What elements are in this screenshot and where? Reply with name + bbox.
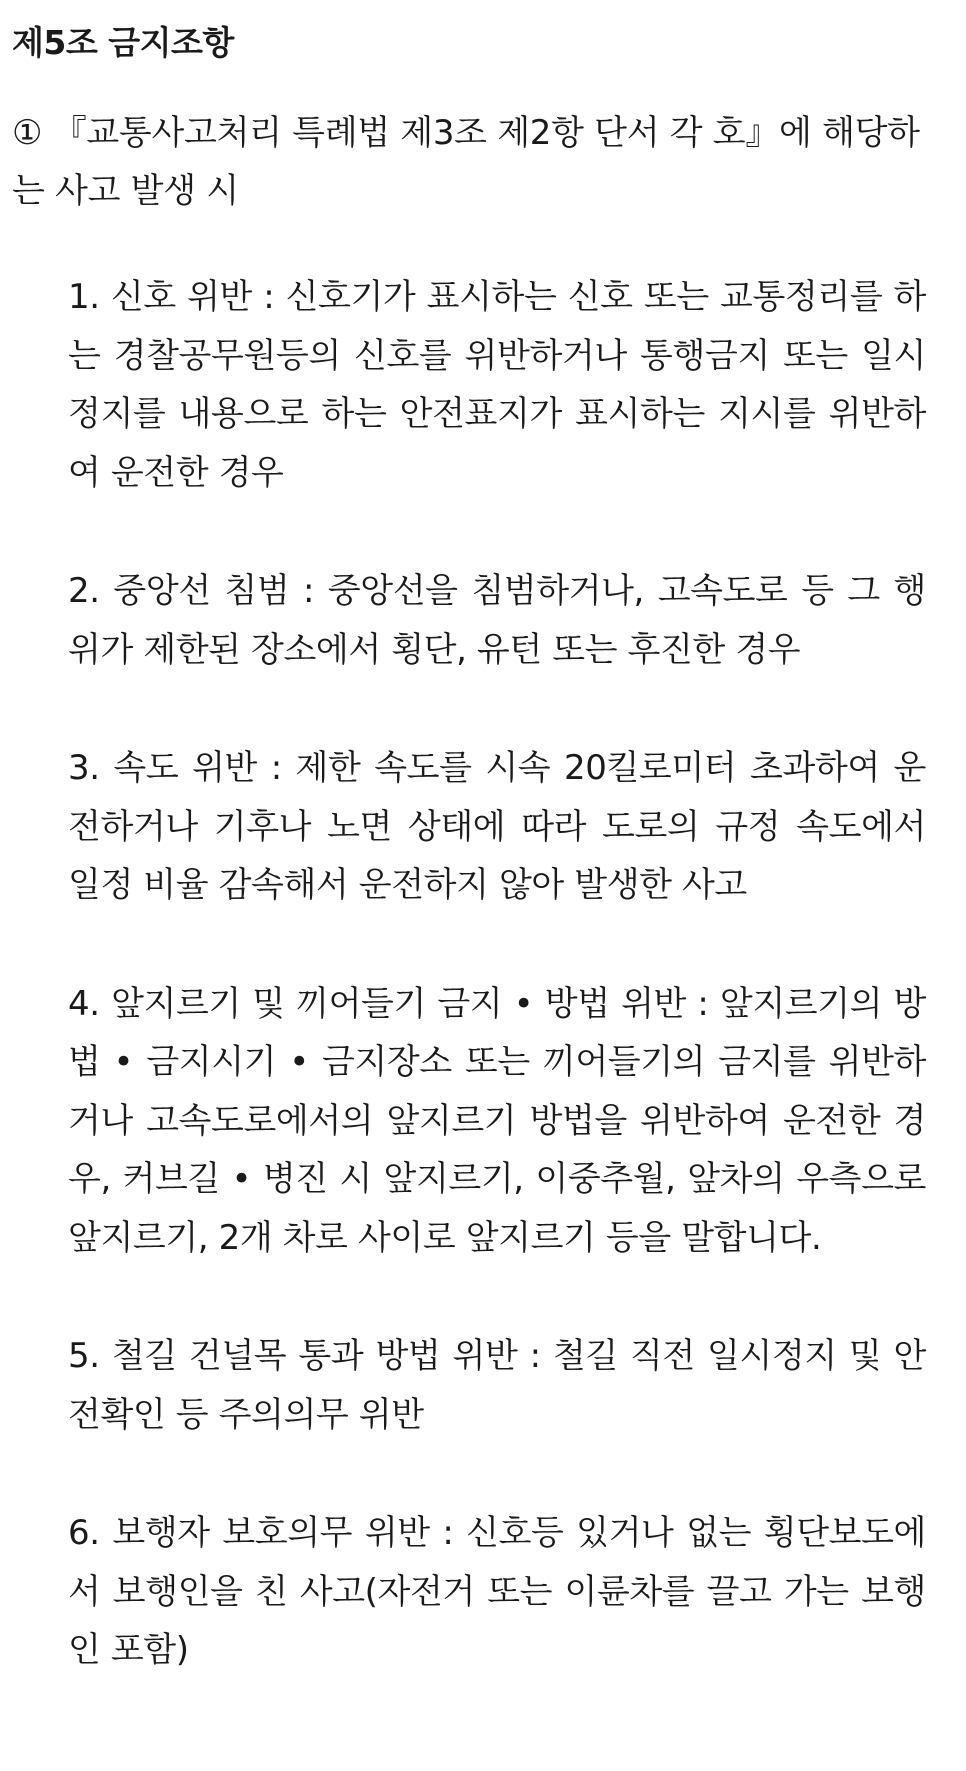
article-title: 제5조 금지조항 xyxy=(12,23,234,62)
list-item-2: 2. 중앙선 침범 : 중앙선을 침범하거나, 고속도로 등 그 행위가 제한된 장소에서 횡단, 유턴 또는 후진한 경우 xyxy=(68,571,926,670)
list-item-5: 5. 철길 건널목 통과 방법 위반 : 철길 직전 일시정지 및 안전확인 등 주의의무 위반 xyxy=(68,1336,926,1435)
list-item-6: 6. 보행자 보호의무 위반 : 신호등 있거나 없는 횡단보도에서 보행인을 친 사고(자전거 또는 이륜차를 끌고 가는 보행인 포함) xyxy=(68,1513,926,1670)
intro-paragraph: ① 『교통사고처리 특례법 제3조 제2항 단서 각 호』에 해당하는 사고 발생 시 xyxy=(12,113,920,211)
item-list xyxy=(12,268,926,1680)
list-item-3: 3. 속도 위반 : 제한 속도를 시속 20킬로미터 초과하여 운전하거나 기후나 노면 상태에 따라 도로의 규정 속도에서 일정 비율 감속해서 운전하지 않아 발생한 사고 xyxy=(68,748,926,905)
list-item-1: 1. 신호 위반 : 신호기가 표시하는 신호 또는 교통정리를 하는 경찰공무원등의 신호를 위반하거나 통행금지 또는 일시정지를 내용으로 하는 안전표지가 표시하는 지시를 위반하여 운전한 경우 xyxy=(68,277,926,493)
list-item-4: 4. 앞지르기 및 끼어들기 금지 • 방법 위반 : 앞지르기의 방법 • 금지시기 • 금지장소 또는 끼어들기의 금지를 위반하거나 고속도로에서의 앞지르기 방법을 위반하여 운전한 경우, 커브길 • 병진 시 앞지르기, 이중추월, 앞차의 우측으로 앞지르기, 2개 차로 사이로 앞지르기 등을 말합니다. xyxy=(68,983,926,1258)
